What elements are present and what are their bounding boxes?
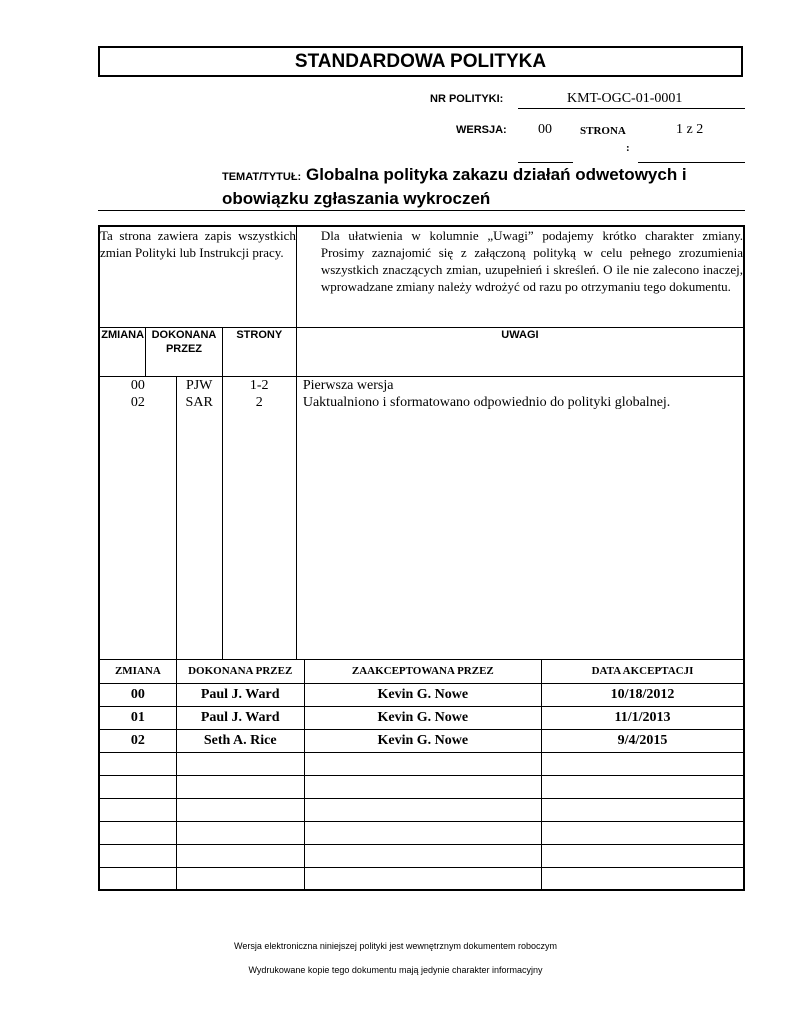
version-value: 00 xyxy=(538,122,552,137)
acceptance-header-row xyxy=(99,659,744,683)
empty-cell xyxy=(541,844,744,867)
accept-change: 02 xyxy=(99,729,176,752)
change-cell: 00 xyxy=(130,377,145,393)
empty-cell xyxy=(304,798,541,821)
empty-cell xyxy=(99,752,176,775)
policy-number-label: NR POLITYKI: xyxy=(430,93,504,105)
footer-printed-copies-note: Wydrukowane kopie tego dokumentu mają jedynie charakter informacyjny xyxy=(248,965,543,975)
changes-col-pages xyxy=(222,376,296,659)
empty-cell xyxy=(176,844,304,867)
acceptance-empty-row xyxy=(99,844,744,867)
empty-cell xyxy=(541,775,744,798)
empty-cell xyxy=(304,775,541,798)
empty-cell xyxy=(176,798,304,821)
subject-label: TEMAT/TYTUŁ: xyxy=(222,171,302,183)
change-record-table xyxy=(98,225,745,891)
accept-header-change: ZMIANA xyxy=(99,659,176,683)
empty-cell xyxy=(541,821,744,844)
accept-made-by: Paul J. Ward xyxy=(176,683,304,706)
notes-cell: Uaktualniono i sformatowano odpowiednio do polityki globalnej. xyxy=(302,394,671,410)
document-title: STANDARDOWA POLITYKA xyxy=(98,46,743,77)
empty-cell xyxy=(99,867,176,890)
notes-cell: Pierwsza wersja xyxy=(302,377,394,393)
accept-date: 11/1/2013 xyxy=(541,706,744,729)
empty-cell xyxy=(176,752,304,775)
version-label: WERSJA: xyxy=(456,124,507,136)
accept-accepted-by: Kevin G. Nowe xyxy=(304,729,541,752)
acceptance-row xyxy=(99,683,744,706)
empty-cell xyxy=(541,867,744,890)
footer-electronic-version-note: Wersja elektroniczna niniejszej polityki jest wewnętrznym dokumentem roboczym xyxy=(234,941,557,951)
empty-cell xyxy=(176,867,304,890)
page-value: 1 z 2 xyxy=(676,122,704,137)
page-label-colon: : xyxy=(626,142,630,154)
acceptance-empty-row xyxy=(99,867,744,890)
accept-header-accepted-by: ZAAKCEPTOWANA PRZEZ xyxy=(304,659,541,683)
changes-header-row xyxy=(99,327,744,376)
subject-block xyxy=(222,164,742,209)
info-row xyxy=(99,226,744,327)
policy-number-value: KMT-OGC-01-0001 xyxy=(567,91,683,106)
info-left: Ta strona zawiera zapis wszystkich zmian Polityki lub Instrukcji pracy. xyxy=(99,226,296,327)
changes-col-notes xyxy=(296,376,744,659)
changes-col-made-by xyxy=(176,376,222,659)
empty-cell xyxy=(99,775,176,798)
subject-text: Globalna polityka zakazu działań odwetowych i obowiązku zgłaszania wykroczeń xyxy=(222,165,687,208)
accept-made-by: Seth A. Rice xyxy=(176,729,304,752)
header-made-by: DOKONANA PRZEZ xyxy=(146,327,222,376)
accept-header-made-by: DOKONANA PRZEZ xyxy=(176,659,304,683)
made-by-cell: SAR xyxy=(185,394,213,410)
empty-cell xyxy=(99,798,176,821)
info-right: Dla ułatwienia w kolumnie „Uwagi” podajemy krótko charakter zmiany. Prosimy zaznajomić się z załączoną polityką w celu pełnego zrozumienia wszystkich znaczących zmian, uzupełnień i skreśleń. O ile nie zalecono inaczej, wprowadzane zmiany należy wdrożyć od razu po otrzymaniu tego dokumentu. xyxy=(296,226,744,327)
accept-accepted-by: Kevin G. Nowe xyxy=(304,683,541,706)
accept-date: 10/18/2012 xyxy=(541,683,744,706)
empty-cell xyxy=(304,844,541,867)
accept-change: 01 xyxy=(99,706,176,729)
accept-date: 9/4/2015 xyxy=(541,729,744,752)
empty-cell xyxy=(99,844,176,867)
made-by-cell: PJW xyxy=(185,377,213,393)
changes-body-row xyxy=(99,376,744,659)
changes-col-change xyxy=(99,376,176,659)
acceptance-empty-row xyxy=(99,821,744,844)
acceptance-empty-row xyxy=(99,775,744,798)
header-notes: UWAGI xyxy=(296,327,744,376)
pages-cell: 2 xyxy=(255,394,263,410)
accept-change: 00 xyxy=(99,683,176,706)
acceptance-row xyxy=(99,706,744,729)
acceptance-empty-row xyxy=(99,752,744,775)
accept-made-by: Paul J. Ward xyxy=(176,706,304,729)
accept-header-date: DATA AKCEPTACJI xyxy=(541,659,744,683)
page-underline xyxy=(638,162,745,163)
header-change: ZMIANA xyxy=(99,327,146,376)
header-pages: STRONY xyxy=(222,327,296,376)
empty-cell xyxy=(541,752,744,775)
subject-divider xyxy=(98,210,745,211)
change-cell: 02 xyxy=(130,394,145,410)
accept-accepted-by: Kevin G. Nowe xyxy=(304,706,541,729)
page-label: STRONA xyxy=(580,125,626,137)
empty-cell xyxy=(99,821,176,844)
empty-cell xyxy=(176,775,304,798)
version-underline xyxy=(518,162,573,163)
acceptance-empty-row xyxy=(99,798,744,821)
acceptance-row xyxy=(99,729,744,752)
pages-cell: 1-2 xyxy=(249,377,269,393)
empty-cell xyxy=(304,821,541,844)
empty-cell xyxy=(304,752,541,775)
empty-cell xyxy=(304,867,541,890)
empty-cell xyxy=(176,821,304,844)
empty-cell xyxy=(541,798,744,821)
policy-number-underline xyxy=(518,108,745,109)
